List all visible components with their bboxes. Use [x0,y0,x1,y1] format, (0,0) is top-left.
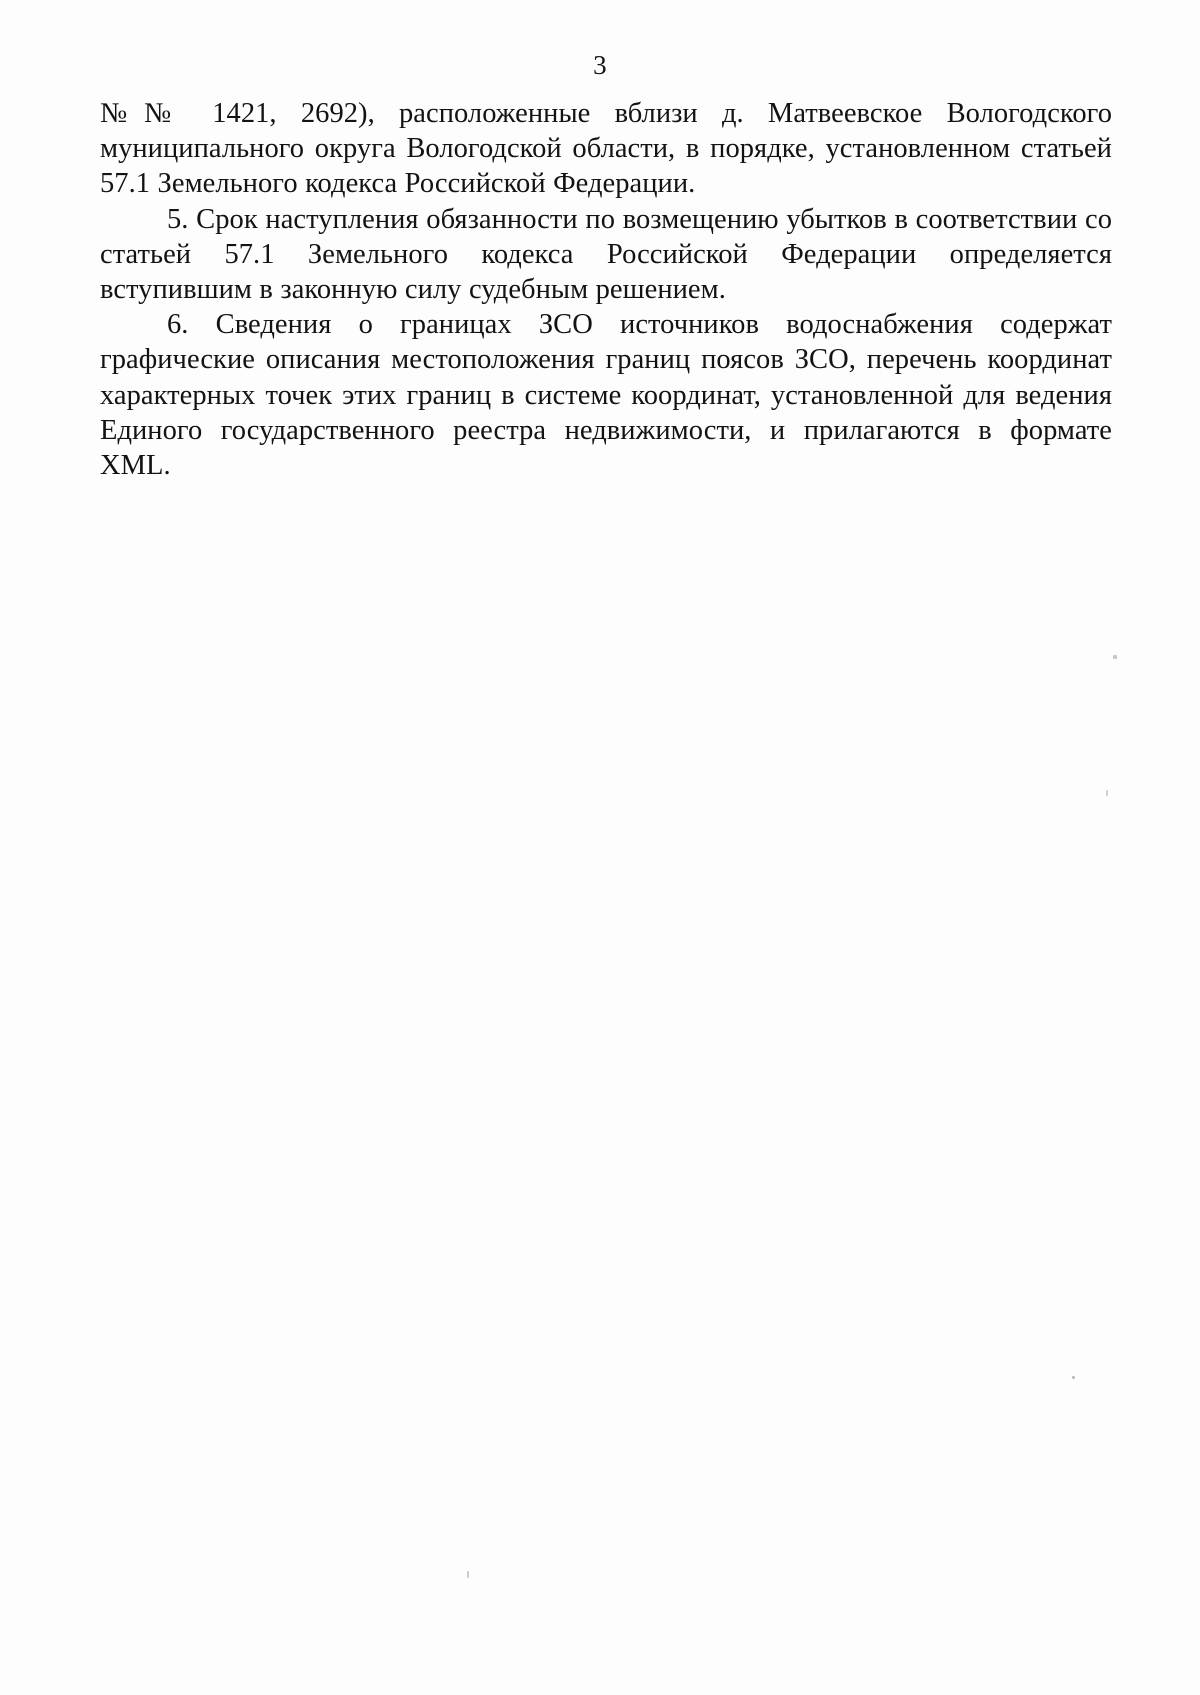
scan-speck [1113,655,1117,659]
scan-speck [1106,790,1108,796]
paragraph-continuation: №№ 1421, 2692), расположенные вблизи д. Матвеевское Вологодского муниципального округа Вологодской области, в порядке, установленном статьей 57.1 Земельного кодекса Российской Федерации. [100,98,1112,200]
scan-speck [1072,1376,1075,1379]
paragraph-5: 5. Срок наступления обязанности по возмещению убытков в соответствии со статьей 57.1 Земельного кодекса Российской Федерации определяется вступившим в законную силу судебным решением. [100,203,1112,306]
scan-speck [467,1571,469,1578]
body-text-block [100,96,1112,483]
paragraph-6: 6. Сведения о границах ЗСО источников водоснабжения содержат графические описания местоположения границ поясов ЗСО, перечень координат характерных точек этих границ в системе координат, установленной для ведения Единого государственного реестра недвижимости, и прилагаются в формате XML. [100,309,1112,482]
page-number: 3 [593,50,607,80]
